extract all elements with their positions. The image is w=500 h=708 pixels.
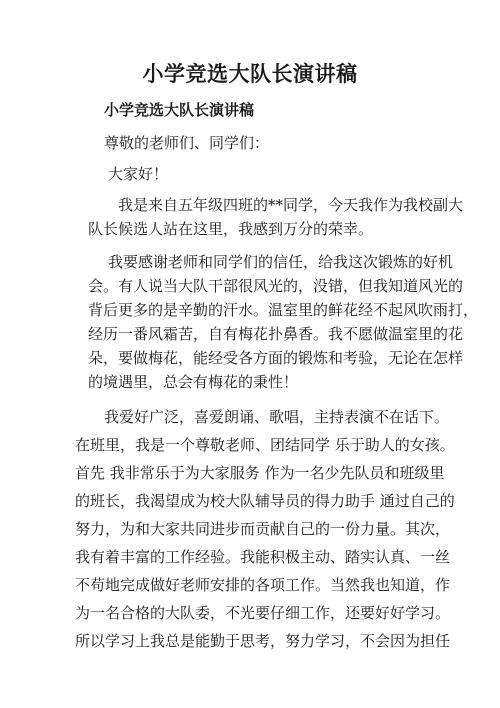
paragraph-line: 为一名合格的大队委，不光要仔细工作，还要好好学习。 <box>75 604 451 622</box>
paragraph-line: 不苟地完成做好老师安排的各项工作。当然我也知道，作 <box>75 576 451 594</box>
document-title: 小学竞选大队长演讲稿 <box>142 61 358 86</box>
paragraph-line: 我有着丰富的工作经验。我能积极主动、踏实认真、一丝 <box>75 548 451 566</box>
paragraph-line: 朵，要做梅花，能经受各方面的锻炼和考验，无论在怎样 <box>88 349 464 367</box>
paragraph-line: 首先 我非常乐于为大家服务 作为一名少先队员和班级里 <box>75 464 445 482</box>
paragraph-line: 背后更多的是辛勤的汗水。温室里的鲜花经不起风吹雨打， <box>88 301 479 319</box>
paragraph-line: 的境遇里，总会有梅花的秉性！ <box>88 373 299 391</box>
paragraph-line: 队长候选人站在这里，我感到万分的荣幸。 <box>88 220 374 238</box>
paragraph-line: 经历一番风霜苦，自有梅花扑鼻香。我不愿做温室里的花 <box>88 325 464 343</box>
paragraph-line: 所以学习上我总是能勤于思考，努力学习，不会因为担任 <box>75 632 451 650</box>
paragraph-line: 我爱好广泛，喜爱朗诵、歌唱，主持表演不在话下。 <box>104 408 450 426</box>
salutation-text: 尊敬的老师们、同学们： <box>104 134 270 152</box>
paragraph-line: 我要感谢老师和同学们的信任，给我这次锻炼的好机 <box>108 253 454 271</box>
paragraph-line: 会。有人说当大队干部很风光的，没错，但我知道风光的 <box>88 277 464 295</box>
document-subtitle: 小学竞选大队长演讲稿 <box>104 101 255 119</box>
paragraph-line: 努力，为和大家共同进步而贡献自己的一份力量。其次， <box>75 520 451 538</box>
greeting-text: 大家好！ <box>108 165 169 183</box>
paragraph-line: 的班长，我渴望成为校大队辅导员的得力助手 通过自己的 <box>75 492 455 510</box>
paragraph-line: 在班里，我是一个尊敬老师、团结同学 乐于助人的女孩。 <box>75 436 455 454</box>
paragraph-line: 我是来自五年级四班的**同学，今天我作为我校副大 <box>118 196 464 214</box>
